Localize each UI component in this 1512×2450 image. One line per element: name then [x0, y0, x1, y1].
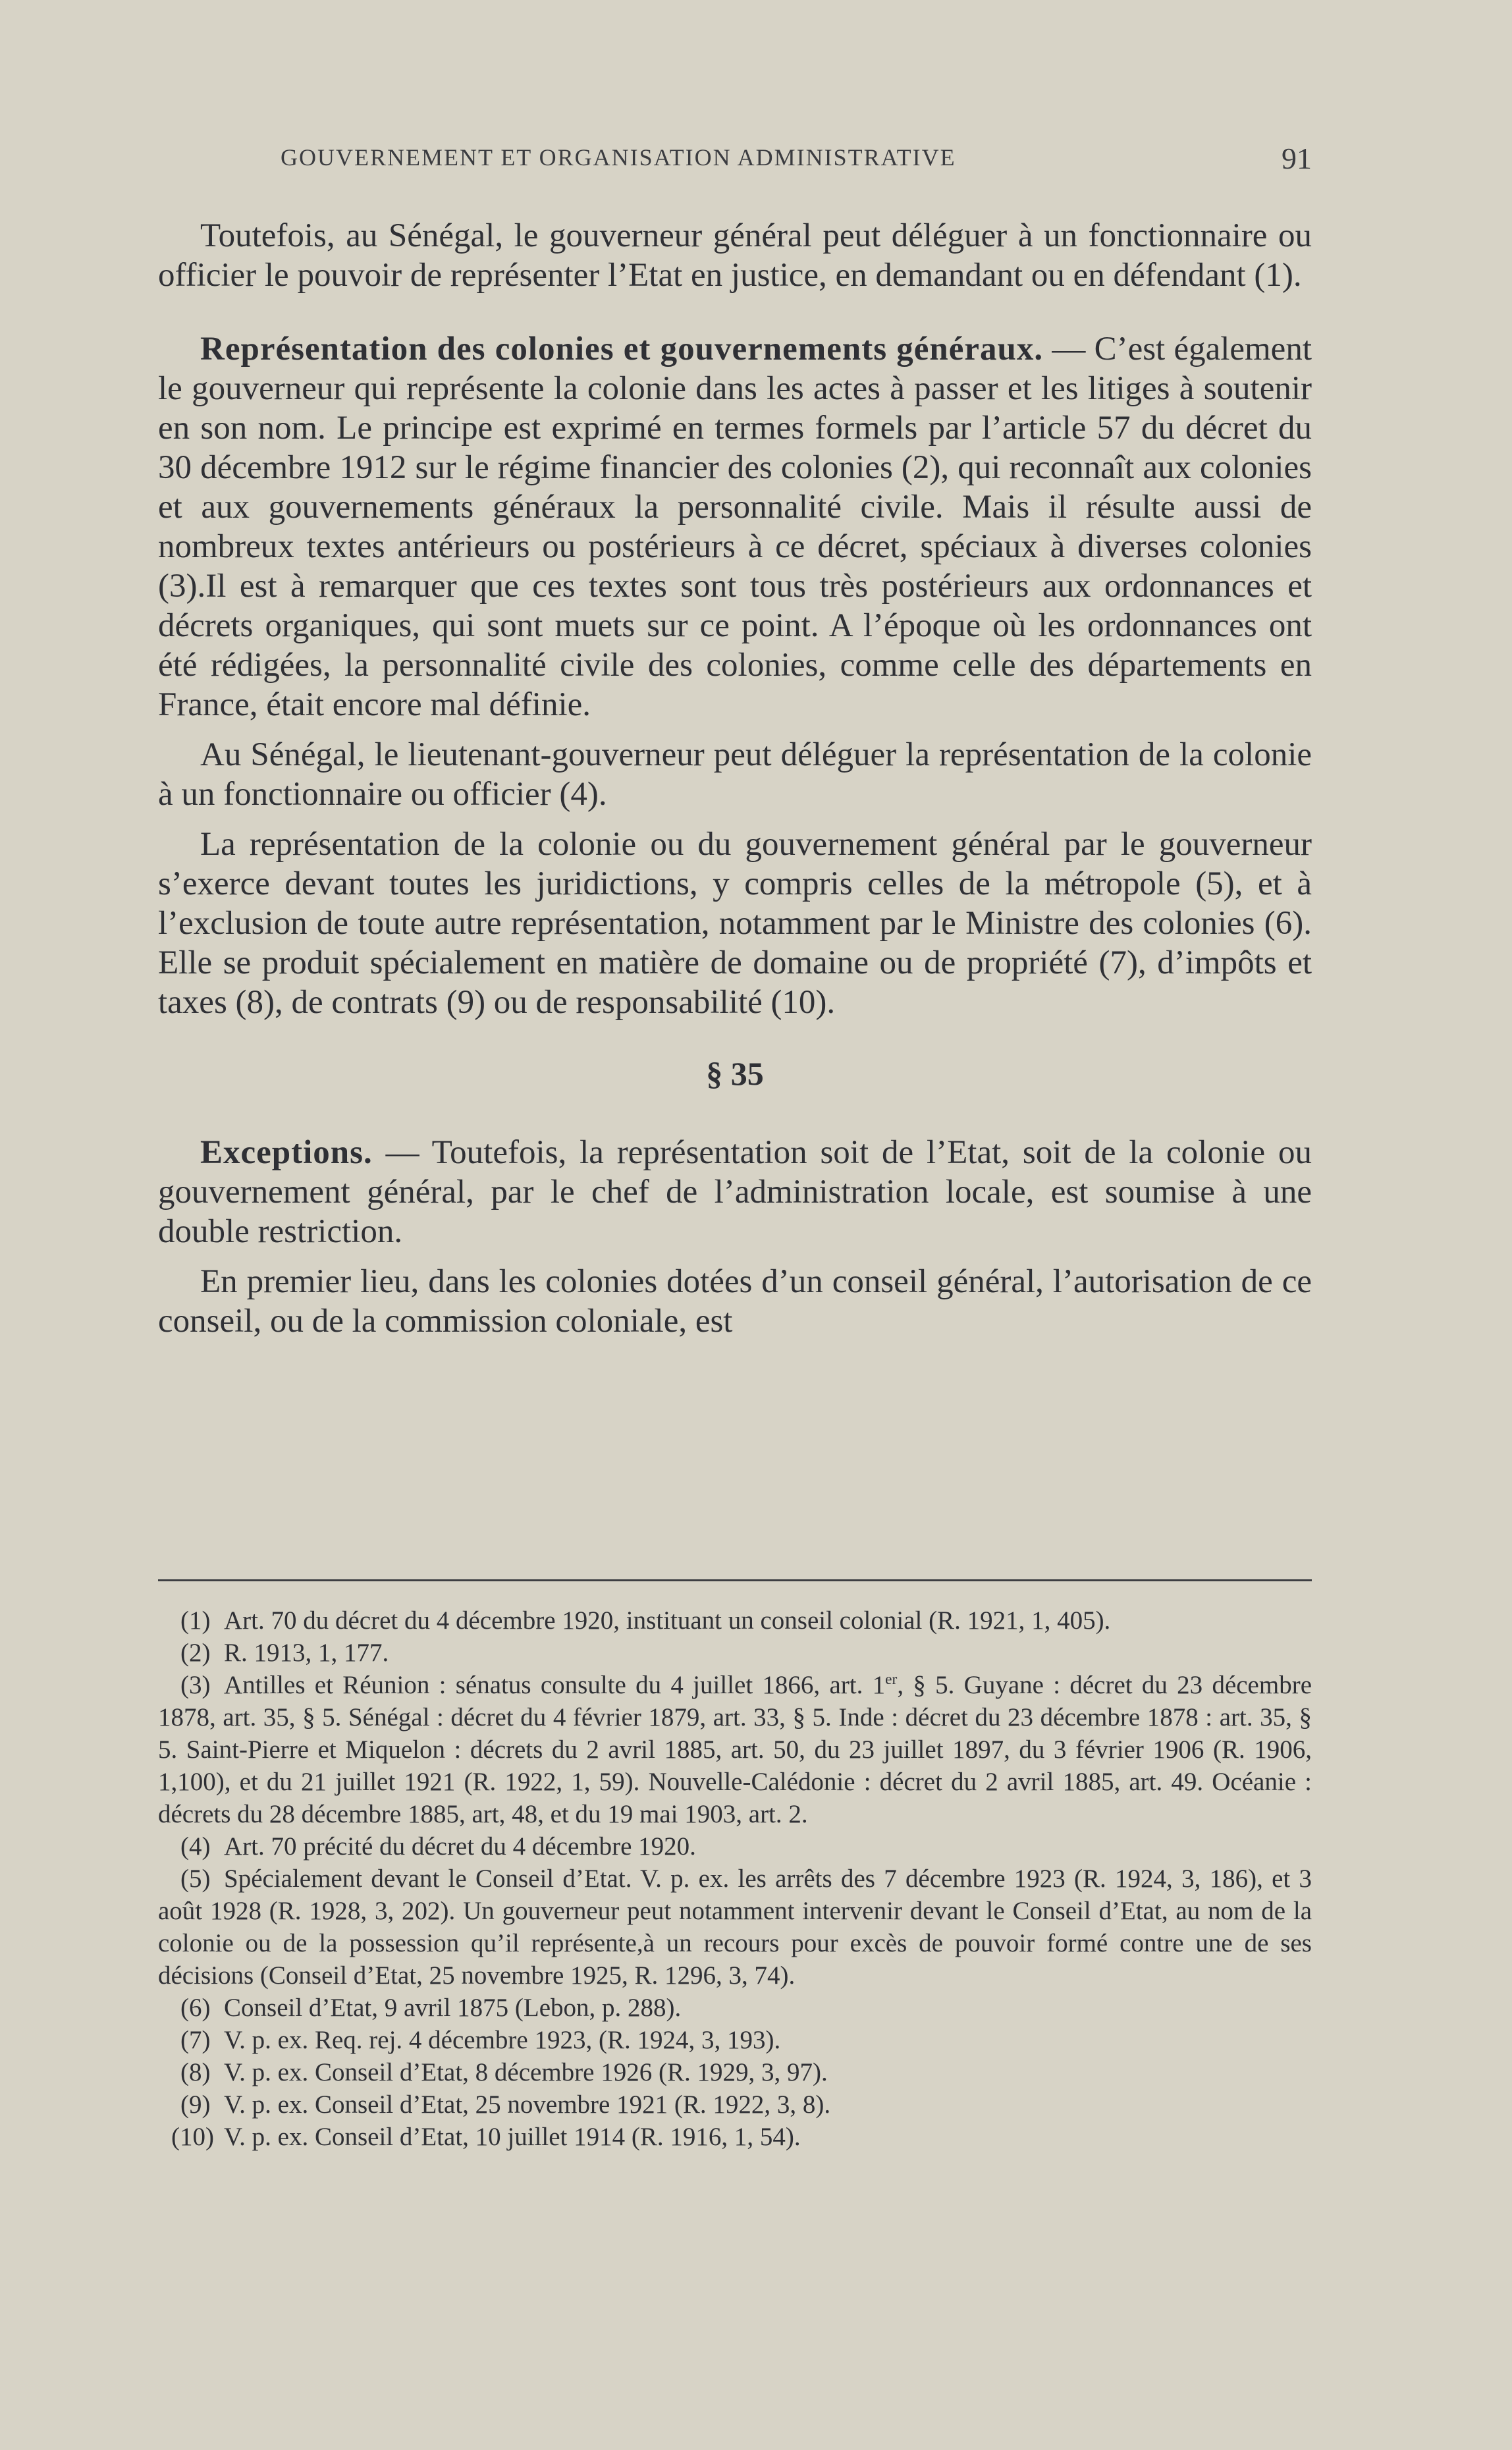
- footnote-number: (2): [180, 1639, 211, 1667]
- footnote-text-continued: , § 5. Guyane : décret du 23 décembre 1878, art. 35, § 5. Sénégal : décret du 4 février 1879, art. 33, § 5. Inde : décret du 23 décembre 1878 : art. 35, § 5. Saint-Pierre et Miquelon : décrets du 2 avril 1885, art. 50, du 23 juillet 1897, du 3 février 1906 (R. 1906, 1,100), et du 21 juillet 1921 (R. 1922, 1, 59). Nouvelle-Calédonie : décret du 2 avril 1885, art. 49. Océanie : décrets du 28 décembre 1885, art, 48, et du 19 mai 1903, art. 2.: [158, 1671, 1312, 1828]
- footnote: [158, 1863, 1312, 1992]
- paragraph-6: En premier lieu, dans les colonies dotées d’un conseil général, l’autorisation de ce conseil, ou de la commission coloniale, est: [158, 1263, 1312, 1340]
- footnote-number: (10): [171, 2123, 214, 2151]
- footnote: [158, 1992, 1312, 2024]
- footnote-number: (5): [180, 1865, 211, 1893]
- footnote-text: V. p. ex. Conseil d’Etat, 8 décembre 1926 (R. 1929, 3, 97).: [224, 2058, 828, 2086]
- footnote: [158, 2121, 1312, 2153]
- footnote-rule: [158, 1579, 1312, 1581]
- footnote: [158, 2024, 1312, 2056]
- footnote-number: (6): [180, 1994, 211, 2022]
- footnote-text: Art. 70 précité du décret du 4 décembre 1920.: [224, 1832, 696, 1861]
- footnote-text: Conseil d’Etat, 9 avril 1875 (Lebon, p. 288).: [224, 1994, 682, 2022]
- footnote-text: Art. 70 du décret du 4 décembre 1920, instituant un conseil colonial (R. 1921, 1, 405).: [224, 1606, 1111, 1635]
- footnotes: [158, 1604, 1312, 2153]
- footnote-text: R. 1913, 1, 177.: [224, 1639, 389, 1667]
- paragraph-2-heading: Représentation des colonies et gouvernements généraux.: [200, 331, 1044, 368]
- paragraph-5-text: — Toutefois, la représentation soit de l’Etat, soit de la colonie ou gouvernement général, par le chef de l’administration locale, est soumise à une double restriction.: [158, 1134, 1312, 1250]
- paragraph-2: [158, 329, 1312, 724]
- footnote-number: (8): [180, 2058, 211, 2086]
- footnote: [158, 1669, 1312, 1830]
- footnote-text: V. p. ex. Req. rej. 4 décembre 1923, (R. 1924, 3, 193).: [224, 2026, 781, 2054]
- footnote-number: (9): [180, 2090, 211, 2119]
- footnote-number: (1): [180, 1606, 211, 1635]
- page-number: 91: [1282, 142, 1312, 175]
- paragraph-1: Toutefois, au Sénégal, le gouverneur général peut déléguer à un fonctionnaire ou officier le pouvoir de représenter l’Etat en justice, en demandant ou en défendant (1).: [158, 217, 1312, 294]
- running-title: GOUVERNEMENT ET ORGANISATION ADMINISTRATIVE: [281, 144, 956, 171]
- paragraph-2-text: — C’est également le gouverneur qui représente la colonie dans les actes à passer et les litiges à soutenir en son nom. Le principe est exprimé en termes formels par l’article 57 du décret du 30 décembre 1912 sur le régime financier des colonies (2), qui reconnaît aux colonies et aux gouvernements généraux la personnalité civile. Mais il résulte aussi de nombreux textes antérieurs ou postérieurs à ce décret, spéciaux à diverses colonies (3).Il est à remarquer que ces textes sont tous très postérieurs aux ordonnances et décrets organiques, qui sont muets sur ce point. A l’époque où les ordonnances ont été rédigées, la personnalité civile des colonies, comme celle des départements en France, était encore mal définie.: [158, 331, 1312, 723]
- footnote-text: Spécialement devant le Conseil d’Etat. V. p. ex. les arrêts des 7 décembre 1923 (R. 1924, 3, 186), et 3 août 1928 (R. 1928, 3, 202). Un gouverneur peut notamment intervenir devant le Conseil d’Etat, au nom de la colonie ou de la possession qu’il représente,à un recours pour excès de pouvoir formé contre une de ses décisions (Conseil d’Etat, 25 novembre 1925, R. 1296, 3, 74).: [158, 1865, 1312, 1990]
- paragraph-3: Au Sénégal, le lieutenant-gouverneur peut déléguer la représentation de la colonie à un fonctionnaire ou officier (4).: [158, 736, 1312, 813]
- section-mark: § 35: [706, 1055, 764, 1092]
- footnote-number: (7): [180, 2026, 211, 2054]
- footnote-text: V. p. ex. Conseil d’Etat, 10 juillet 1914 (R. 1916, 1, 54).: [224, 2123, 801, 2151]
- running-head: [158, 144, 1312, 177]
- footnote-number: (4): [180, 1832, 211, 1861]
- footnote: [158, 2056, 1312, 2088]
- footnote-text: V. p. ex. Conseil d’Etat, 25 novembre 1921 (R. 1922, 3, 8).: [224, 2090, 831, 2119]
- paragraph-4: La représentation de la colonie ou du gouvernement général par le gouverneur s’exerce devant toutes les juridictions, y compris celles de la métropole (5), et à l’exclusion de toute autre représentation, notamment par le Ministre des colonies (6). Elle se produit spécialement en matière de domaine ou de propriété (7), d’impôts et taxes (8), de contrats (9) ou de responsabilité (10).: [158, 826, 1312, 1021]
- footnote-text: Antilles et Réunion : sénatus consulte du 4 juillet 1866, art. 1: [224, 1671, 886, 1699]
- footnote: [158, 1604, 1312, 1637]
- paragraph-5: [158, 1133, 1312, 1251]
- main-text: [158, 216, 1312, 1341]
- footnote-number: (3): [180, 1671, 211, 1699]
- footnote-superscript: er: [885, 1671, 898, 1688]
- footnote: [158, 2088, 1312, 2121]
- footnote: [158, 1637, 1312, 1669]
- paragraph-5-heading: Exceptions.: [200, 1134, 373, 1171]
- footnote: [158, 1830, 1312, 1863]
